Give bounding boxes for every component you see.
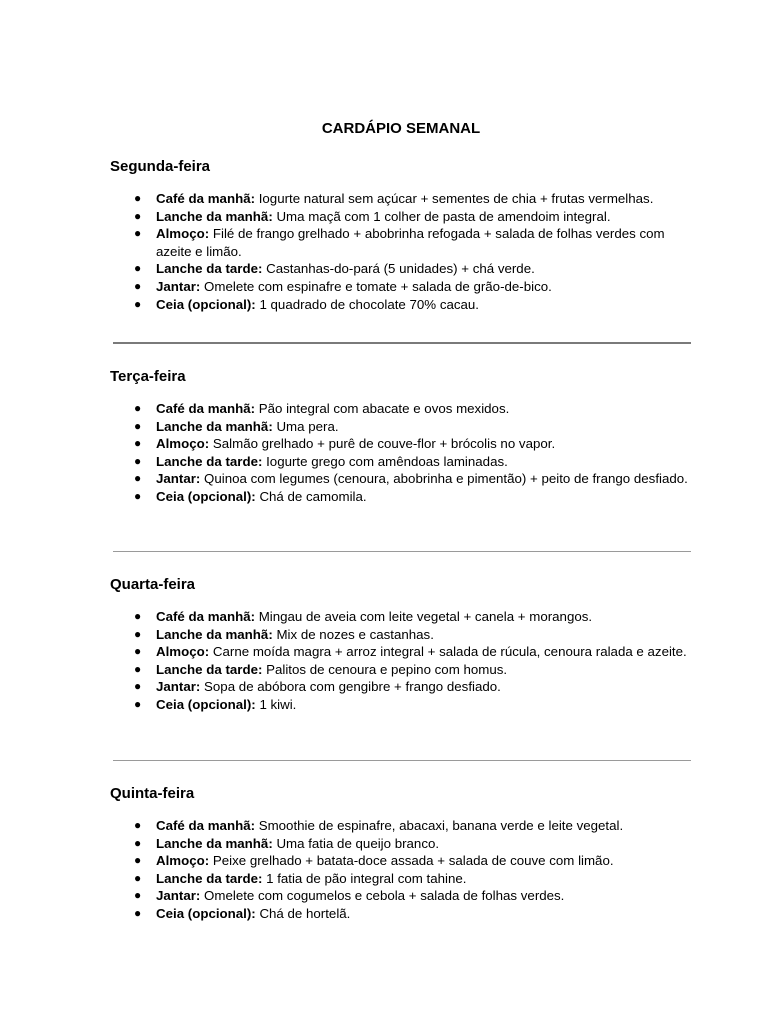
list-item [110, 260, 695, 278]
meal-label: Jantar: [156, 679, 201, 695]
meal-text: Iogurte natural sem açúcar + sementes de chia + frutas vermelhas. [258, 191, 654, 206]
horizontal-divider [113, 551, 691, 552]
meal-label: Lanche da manhã: [156, 626, 273, 642]
meal-text: Uma fatia de queijo branco. [276, 835, 440, 851]
meal-text: Uma maçã com 1 colher de pasta de amendoim integral. [276, 208, 611, 224]
meal-text: Mix de nozes e castanhas. [276, 626, 434, 642]
meal-text: Uma pera. [276, 418, 339, 434]
bullet-icon: ● [134, 888, 142, 903]
bullet-icon: ● [134, 296, 142, 311]
meal-label: Lanche da manhã: [156, 208, 273, 224]
meal-text: Peixe grelhado + batata-doce assada + salada de couve com limão. [212, 853, 614, 869]
meal-list [110, 817, 695, 923]
meal-text: Smoothie de espinafre, abacaxi, banana verde e leite vegetal. [258, 818, 624, 833]
list-item [110, 400, 695, 418]
meal-text: Chá de hortelã. [259, 905, 351, 921]
meal-text: 1 fatia de pão integral com tahine. [266, 870, 467, 886]
bullet-icon: ● [134, 679, 142, 694]
list-item [110, 470, 695, 488]
day-section-segunda [110, 158, 695, 313]
meal-label: Ceia (opcional): [156, 296, 256, 312]
bullet-icon: ● [134, 453, 142, 468]
meal-list [110, 608, 695, 714]
horizontal-divider [113, 342, 691, 344]
list-item [110, 626, 695, 644]
meal-label: Lanche da tarde: [156, 661, 263, 677]
meal-label: Jantar: [156, 888, 201, 904]
bullet-icon: ● [134, 870, 142, 885]
bullet-icon: ● [134, 261, 142, 276]
meal-label: Café da manhã: [156, 401, 256, 416]
list-item [110, 870, 695, 888]
meal-label: Ceia (opcional): [156, 488, 256, 504]
bullet-icon: ● [134, 436, 142, 451]
meal-text: Carne moída magra + arroz integral + salada de rúcula, cenoura ralada e azeite. [212, 644, 687, 660]
meal-text: 1 kiwi. [259, 696, 297, 712]
bullet-icon: ● [134, 644, 142, 659]
bullet-icon: ● [134, 853, 142, 868]
day-heading: Quinta-feira [110, 785, 195, 802]
meal-label: Jantar: [156, 278, 201, 294]
list-item [110, 190, 695, 208]
meal-text: Omelete com cogumelos e cebola + salada de folhas verdes. [204, 888, 565, 904]
list-item [110, 418, 695, 436]
list-item [110, 296, 695, 314]
list-item [110, 278, 695, 296]
list-item [110, 905, 695, 923]
list-item [110, 887, 695, 905]
list-item [110, 208, 695, 226]
bullet-icon: ● [134, 609, 142, 623]
list-item [110, 696, 695, 714]
list-item [110, 835, 695, 853]
meal-label: Café da manhã: [156, 191, 256, 206]
list-item [110, 643, 695, 661]
meal-label: Lanche da tarde: [156, 453, 263, 469]
meal-label: Ceia (opcional): [156, 905, 256, 921]
bullet-icon: ● [134, 278, 142, 293]
meal-text: Sopa de abóbora com gengibre + frango desfiado. [204, 679, 501, 695]
meal-text: Palitos de cenoura e pepino com homus. [266, 661, 508, 677]
bullet-icon: ● [134, 208, 142, 223]
list-item [110, 488, 695, 506]
meal-text: Omelete com espinafre e tomate + salada de grão-de-bico. [204, 278, 552, 294]
day-heading: Quarta-feira [110, 576, 196, 593]
meal-label: Almoço: [156, 853, 210, 869]
bullet-icon: ● [134, 471, 142, 486]
bullet-icon: ● [134, 418, 142, 433]
meal-label: Café da manhã: [156, 818, 256, 833]
meal-text: Salmão grelhado + purê de couve-flor + brócolis no vapor. [212, 436, 556, 452]
list-item [110, 435, 695, 453]
list-item [110, 661, 695, 679]
list-item [110, 608, 695, 626]
bullet-icon: ● [134, 905, 142, 920]
bullet-icon: ● [134, 818, 142, 832]
day-heading: Terça-feira [110, 368, 186, 385]
meal-label: Lanche da tarde: [156, 261, 263, 277]
bullet-icon: ● [134, 191, 142, 205]
meal-text: Chá de camomila. [259, 488, 367, 504]
meal-label: Lanche da manhã: [156, 418, 273, 434]
meal-text: 1 quadrado de chocolate 70% cacau. [259, 296, 479, 312]
bullet-icon: ● [134, 226, 142, 241]
meal-label: Lanche da manhã: [156, 835, 273, 851]
day-section-terca [110, 368, 695, 506]
meal-text: Filé de frango grelhado + abobrinha refogada + salada de folhas verdes com azeite e limão. [156, 226, 665, 259]
day-heading: Segunda-feira [110, 158, 211, 175]
meal-text: Mingau de aveia com leite vegetal + canela + morangos. [258, 609, 593, 624]
list-item [110, 852, 695, 870]
list-item [110, 817, 695, 835]
bullet-icon: ● [134, 401, 142, 415]
day-section-quinta [110, 785, 695, 923]
meal-label: Jantar: [156, 471, 201, 487]
meal-text: Castanhas-do-pará (5 unidades) + chá verde. [266, 261, 535, 277]
meal-label: Café da manhã: [156, 609, 256, 624]
page-title: CARDÁPIO SEMANAL [321, 120, 481, 137]
list-item [110, 678, 695, 696]
meal-list [110, 190, 695, 313]
meal-text: Pão integral com abacate e ovos mexidos. [258, 401, 510, 416]
day-section-quarta [110, 576, 695, 714]
meal-text: Quinoa com legumes (cenoura, abobrinha e pimentão) + peito de frango desfiado. [204, 471, 688, 487]
meal-label: Almoço: [156, 226, 210, 242]
meal-label: Almoço: [156, 644, 210, 660]
list-item [110, 453, 695, 471]
horizontal-divider [113, 760, 691, 761]
bullet-icon: ● [134, 835, 142, 850]
bullet-icon: ● [134, 488, 142, 503]
bullet-icon: ● [134, 696, 142, 711]
meal-label: Ceia (opcional): [156, 696, 256, 712]
meal-list [110, 400, 695, 506]
list-item [110, 225, 695, 260]
bullet-icon: ● [134, 626, 142, 641]
meal-text: Iogurte grego com amêndoas laminadas. [266, 453, 508, 469]
bullet-icon: ● [134, 661, 142, 676]
meal-label: Lanche da tarde: [156, 870, 263, 886]
meal-label: Almoço: [156, 436, 210, 452]
